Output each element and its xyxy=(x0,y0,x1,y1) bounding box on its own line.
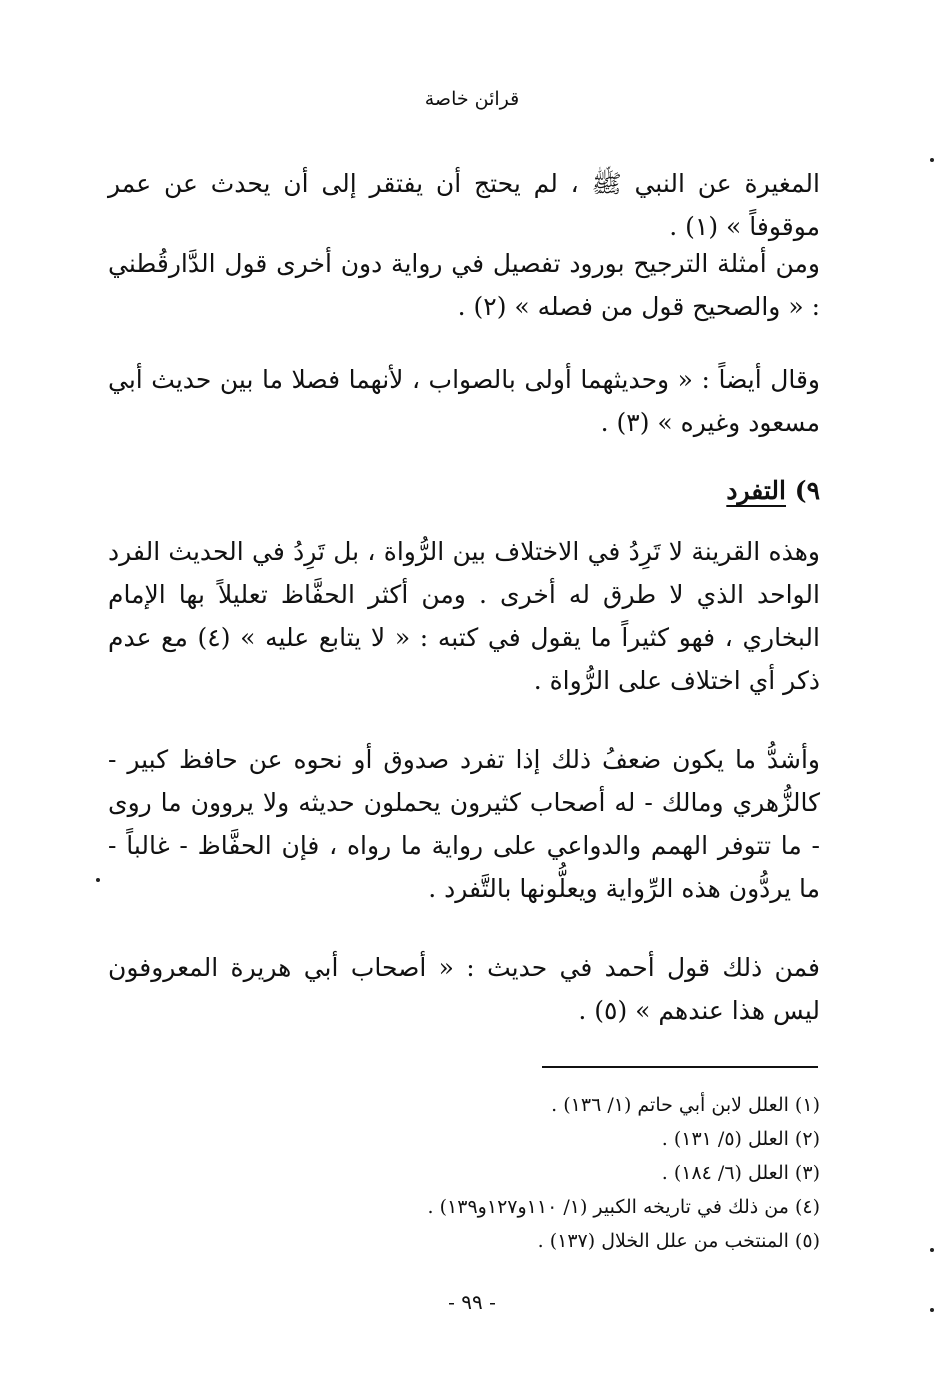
section-heading xyxy=(108,476,820,505)
margin-mark xyxy=(96,878,100,882)
page-number: - ٩٩ - xyxy=(448,1290,496,1314)
footnote-divider xyxy=(542,1066,818,1068)
paragraph-5: وأشدُّ ما يكون ضعفُ ذلك إذا تفرد صدوق أو نحوه عن حافظ كبير - كالزُّهري ومالك - له أصحاب كثيرون يحملون حديثه ولا يروون ما روى - ما تتوفر الهمم والدواعي على رواية ما رواه ، فإن الحفَّاظ - غالباً - ما يردُّون هذه الرِّواية ويعلُّونها بالتَّفرد . xyxy=(108,745,820,903)
footnote-1: (١) العلل لابن أبي حاتم (١/ ١٣٦) . xyxy=(551,1094,820,1116)
paragraph-6: فمن ذلك قول أحمد في حديث : « أصحاب أبي هريرة المعروفون ليس هذا عندهم » (٥) . xyxy=(108,953,820,1025)
footnote-5: (٥) المنتخب من علل الخلال (١٣٧) . xyxy=(537,1230,820,1252)
paragraph-3: وقال أيضاً : « وحديثهما أولى بالصواب ، لأنهما فصلا ما بين حديث أبي مسعود وغيره » (٣) . xyxy=(108,365,820,437)
margin-mark xyxy=(930,158,934,162)
margin-mark xyxy=(930,1248,934,1252)
footnote-3: (٣) العلل (٦/ ١٨٤) . xyxy=(661,1162,820,1184)
footnote-2: (٢) العلل (٥/ ١٣١) . xyxy=(661,1128,820,1150)
section-number: ٩) xyxy=(794,476,820,505)
paragraph-2: ومن أمثلة الترجيح بورود تفصيل في رواية دون أخرى قول الدَّارقُطني : « والصحيح قول من فصله » (٢) . xyxy=(108,249,820,321)
paragraph-4: وهذه القرينة لا تَرِدُ في الاختلاف بين الرُّواة ، بل تَرِدُ في الحديث الفرد الواحد الذي لا طرق له أخرى . ومن أكثر الحفَّاظ تعليلاً بها الإمام البخاري ، فهو كثيراً ما يقول في كتبه : « لا يتابع عليه » (٤) مع عدم ذكر أي اختلاف على الرُّواة . xyxy=(108,537,820,695)
section-title: التفرد xyxy=(726,476,786,505)
paragraph-1: المغيرة عن النبي ﷺ ، لم يحتج أن يفتقر إلى أن يحدث عن عمر موقوفاً » (١) . xyxy=(108,169,820,241)
running-header: قرائن خاصة xyxy=(424,88,520,110)
margin-mark xyxy=(930,1308,934,1312)
footnotes xyxy=(108,1088,820,1258)
footnote-4: (٤) من ذلك في تاريخه الكبير (١/ ١١٠و١٢٧و١٣٩) . xyxy=(427,1196,820,1218)
